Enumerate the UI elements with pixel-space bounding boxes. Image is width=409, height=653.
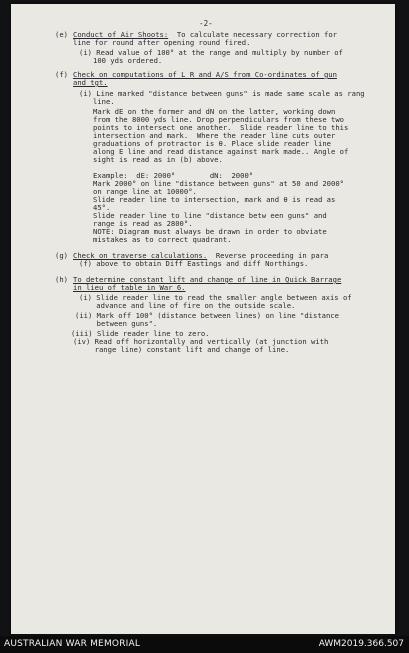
example-note: NOTE: Diagram must always be drawn in order to obviate bbox=[93, 227, 327, 236]
section-g-heading: Check on traverse calculations. bbox=[73, 251, 208, 260]
example-note: mistakes as to correct quadrant. bbox=[93, 235, 232, 244]
section-h-heading: To determine constant lift and change of line in Quick Barrage bbox=[73, 275, 342, 284]
section-h-heading-2: in lieu of table in War 6. bbox=[73, 283, 186, 292]
section-h-item: (iv) Read off horizontally and vertically (at junction with bbox=[73, 337, 329, 346]
example-line: Example: dE: 2000° dN: 2000° bbox=[93, 171, 254, 180]
example-line: on range line at 10000°. bbox=[93, 187, 197, 196]
example-line: Mark 2000° on line "distance between guns" at 50 and 2000° bbox=[93, 179, 344, 188]
section-f-item-i-line: intersection and mark. Where the reader line cuts outer bbox=[93, 131, 336, 140]
section-f-item-i-line: points to intersect one another. Slide reader line to this bbox=[93, 123, 349, 132]
section-g-text: Reverse proceeding in para bbox=[215, 251, 329, 260]
example-line: range is read as 2800°. bbox=[93, 219, 193, 228]
page-number: -2- bbox=[199, 19, 213, 28]
section-g-letter: (g) bbox=[55, 251, 68, 260]
footer-accession-number: AWM2019.366.507 bbox=[318, 639, 404, 649]
section-f-item-i-line: along E line and read distance against mark made.. Angle of bbox=[93, 147, 349, 156]
section-h-item: (iii) Slide reader line to zero. bbox=[71, 329, 210, 338]
section-e-letter: (e) bbox=[55, 30, 68, 39]
section-f-letter: (f) bbox=[55, 70, 68, 79]
section-h-item: range line) constant lift and change of line. bbox=[73, 345, 290, 354]
section-e-text: To calculate necessary correction for bbox=[176, 30, 337, 39]
footer-bar bbox=[0, 636, 409, 653]
section-e-item-i: (i) Read value of 100° at the range and multiply by number of bbox=[79, 48, 343, 57]
section-h-item: between guns". bbox=[75, 319, 158, 328]
example-line: 45°. bbox=[93, 203, 111, 212]
section-f-item-i-line: (i) Line marked "distance between guns" is made same scale as rang bbox=[79, 89, 365, 98]
footer-institution: AUSTRALIAN WAR MEMORIAL bbox=[4, 639, 141, 649]
section-h-item: advance and line of fire on the outside scale. bbox=[79, 301, 296, 310]
section-f-heading-2: and tgt. bbox=[73, 78, 108, 87]
section-h-item: (i) Slide reader line to read the smaller angle between axis of bbox=[79, 293, 352, 302]
section-h-item: (ii) Mark off 100° (distance between lines) on line "distance bbox=[75, 311, 339, 320]
section-f-item-i-line: line. bbox=[93, 97, 115, 106]
section-h-letter: (h) bbox=[55, 275, 68, 284]
section-g-text-2: (f) above to obtain Diff Eastings and diff Northings. bbox=[79, 259, 309, 268]
section-f-item-i-line: sight is read as in (b) above. bbox=[93, 155, 223, 164]
section-f-item-i-line: from the 8000 yds line. Drop perpendiculars from these two bbox=[93, 115, 344, 124]
section-e-item-i-cont: 100 yds ordered. bbox=[93, 56, 163, 65]
document-sheet bbox=[11, 4, 395, 634]
section-f-item-i-line: graduations of protractor is θ. Place slide reader line bbox=[93, 139, 331, 148]
section-e-heading: Conduct of Air Shoots: bbox=[73, 30, 169, 39]
section-f-heading: Check on computations of L R and A/S from Co-ordinates of gun bbox=[73, 70, 337, 79]
typed-page bbox=[11, 4, 395, 634]
example-line: Slide reader line to line "distance betw een guns" and bbox=[93, 211, 327, 220]
example-line: Slide reader line to intersection, mark and θ is read as bbox=[93, 195, 336, 204]
section-f-item-i-line: Mark dE on the former and dN on the latter, working down bbox=[93, 107, 336, 116]
section-e-text-2: line for round after opening round fired. bbox=[73, 38, 251, 47]
